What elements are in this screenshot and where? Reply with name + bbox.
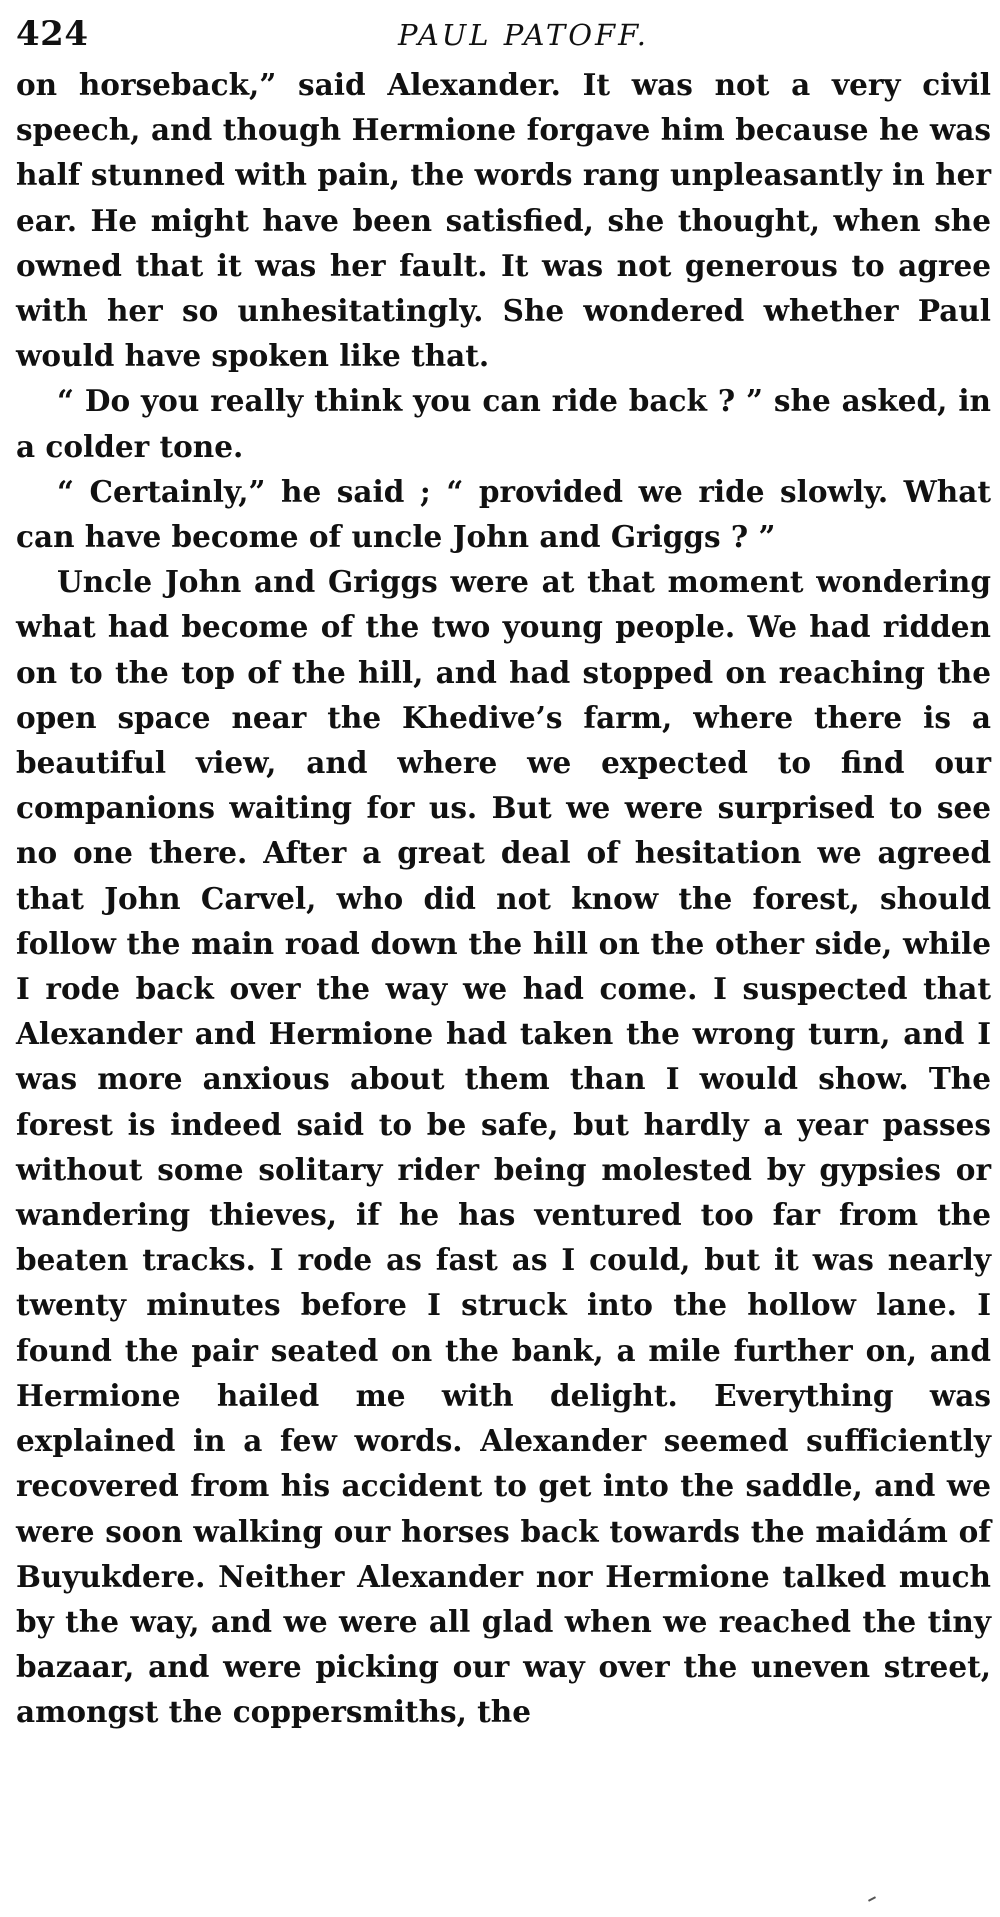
paragraph-continued: on horseback,” said Alexander. It was not a very civil speech, and though Hermione forgave him because he was half stunned with pain, the words rang unpleasantly in her ear. He might have been satisfied, she thought, when she owned that it was her fault. It was not generous to agree with her so unhesitatingly. She wondered whether Paul would have spoken like that. [16,67,991,374]
stray-ink-mark [868,1896,876,1902]
running-head: PAUL PATOFF. [398,18,649,52]
page-header [16,14,991,54]
paragraph: “ Do you really think you can ride back ? ” she asked, in a colder tone. [16,383,991,464]
body-text [16,62,991,1735]
paragraph: Uncle John and Griggs were at that moment wondering what had become of the two young people. We had ridden on to the top of the hill, and had stopped on reaching the open space near the Khedive’s farm, where there is a beautiful view, and where we expected to find our companions waiting for us. But we were surprised to see no one there. After a great deal of hesitation we agreed that John Carvel, who did not know the forest, should follow the main road down the hill on the other side, while I rode back over the way we had come. I suspected that Alexander and Hermione had taken the wrong turn, and I was more anxious about them than I would show. The forest is indeed said to be safe, but hardly a year passes without some solitary rider being molested by gypsies or wandering thieves, if he has ventured too far from the beaten tracks. I rode as fast as I could, but it was nearly twenty minutes before I struck into the hollow lane. I found the pair seated on the bank, a mile further on, and Hermione hailed me with delight. Everything was explained in a few words. Alexander seemed sufficiently recovered from his accident to get into the saddle, and we were soon walking our horses back towards the maidám of Buyukdere. Neither Alexander nor Hermione talked much by the way, and we were all glad when we reached the tiny bazaar, and were picking our way over the uneven street, amongst the coppersmiths, the [16,564,991,1730]
page-number: 424 [16,14,89,54]
paragraph: “ Certainly,” he said ; “ provided we ride slowly. What can have become of uncle John and Griggs ? ” [16,473,991,555]
book-page [16,14,991,1735]
